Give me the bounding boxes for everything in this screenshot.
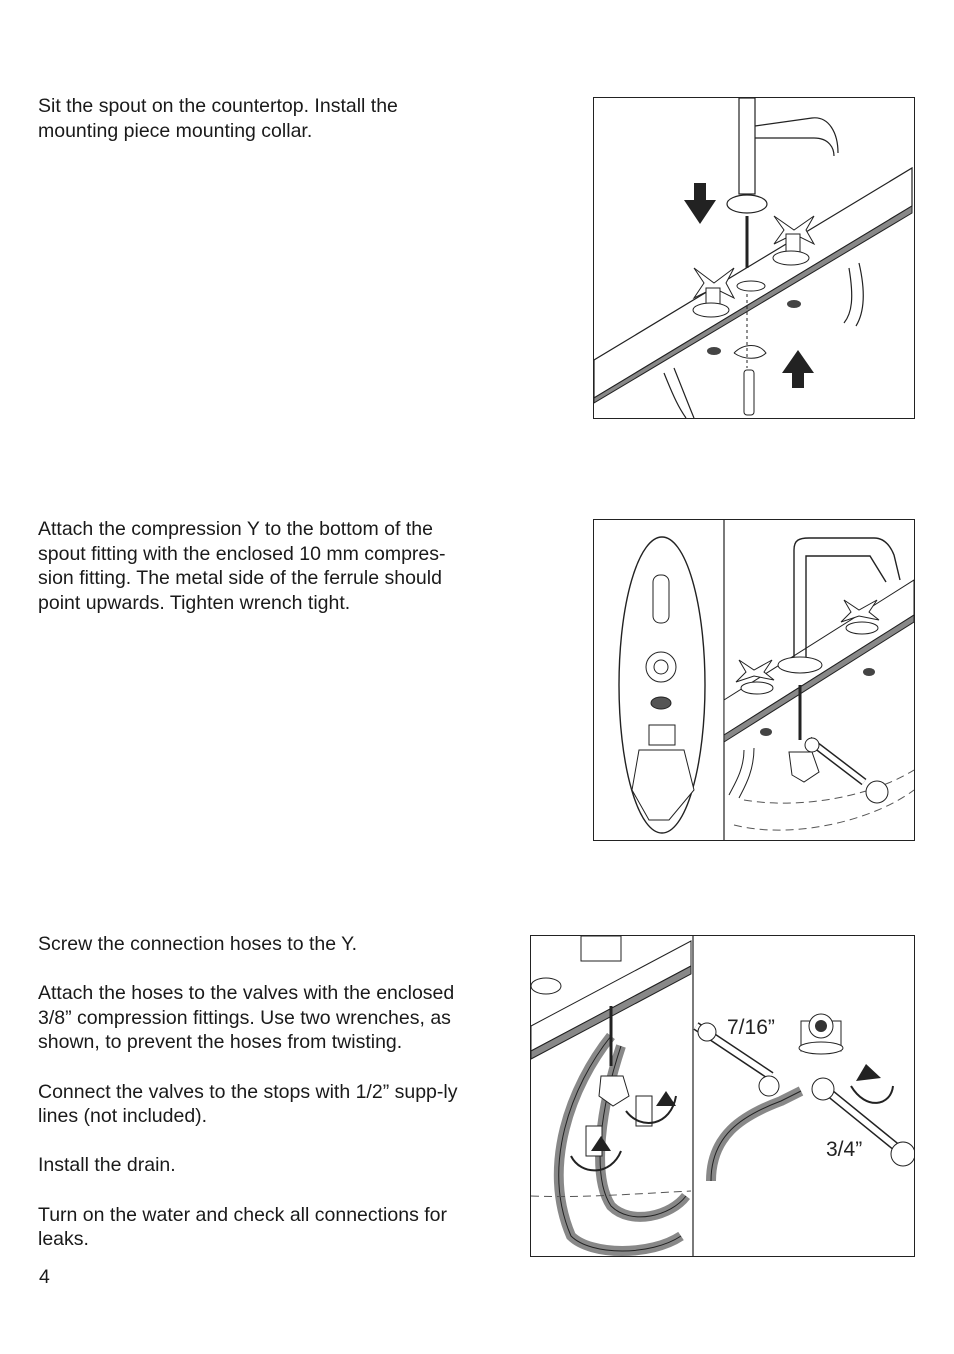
step-3-instructions	[38, 932, 468, 1252]
wrench-size-3-4: 3/4”	[826, 1138, 863, 1161]
figure-spout-install	[593, 97, 915, 419]
step-1-text: Sit the spout on the countertop. Install the mounting piece mounting collar.	[38, 95, 398, 142]
page-number: 4	[39, 1266, 50, 1288]
step-2-instructions	[38, 517, 468, 615]
step-1-instructions	[38, 94, 468, 143]
step-3-text-drain: Install the drain.	[38, 1154, 176, 1177]
figure-hoses-drain	[530, 935, 915, 1257]
figure-compression-y	[593, 519, 915, 841]
step-3-text-stops: Connect the valves to the stops with 1/2” supp-ly lines (not included).	[38, 1080, 458, 1128]
step-3-text-valves: Attach the hoses to the valves with the enclosed 3/8” compression fittings. Use two wrenches, as shown, to prevent the hoses from twisting.	[38, 982, 455, 1054]
step-3-text-hoses: Screw the connection hoses to the Y.	[38, 933, 358, 955]
step-2-text: Attach the compression Y to the bottom of the spout fitting with the enclosed 10 mm compres-sion fitting. The metal side of the ferrule should point upwards. Tighten wrench tight.	[38, 518, 446, 614]
step-3-text-check: Turn on the water and check all connections for leaks.	[38, 1203, 448, 1251]
wrench-size-7-16: 7/16”	[727, 1016, 775, 1039]
